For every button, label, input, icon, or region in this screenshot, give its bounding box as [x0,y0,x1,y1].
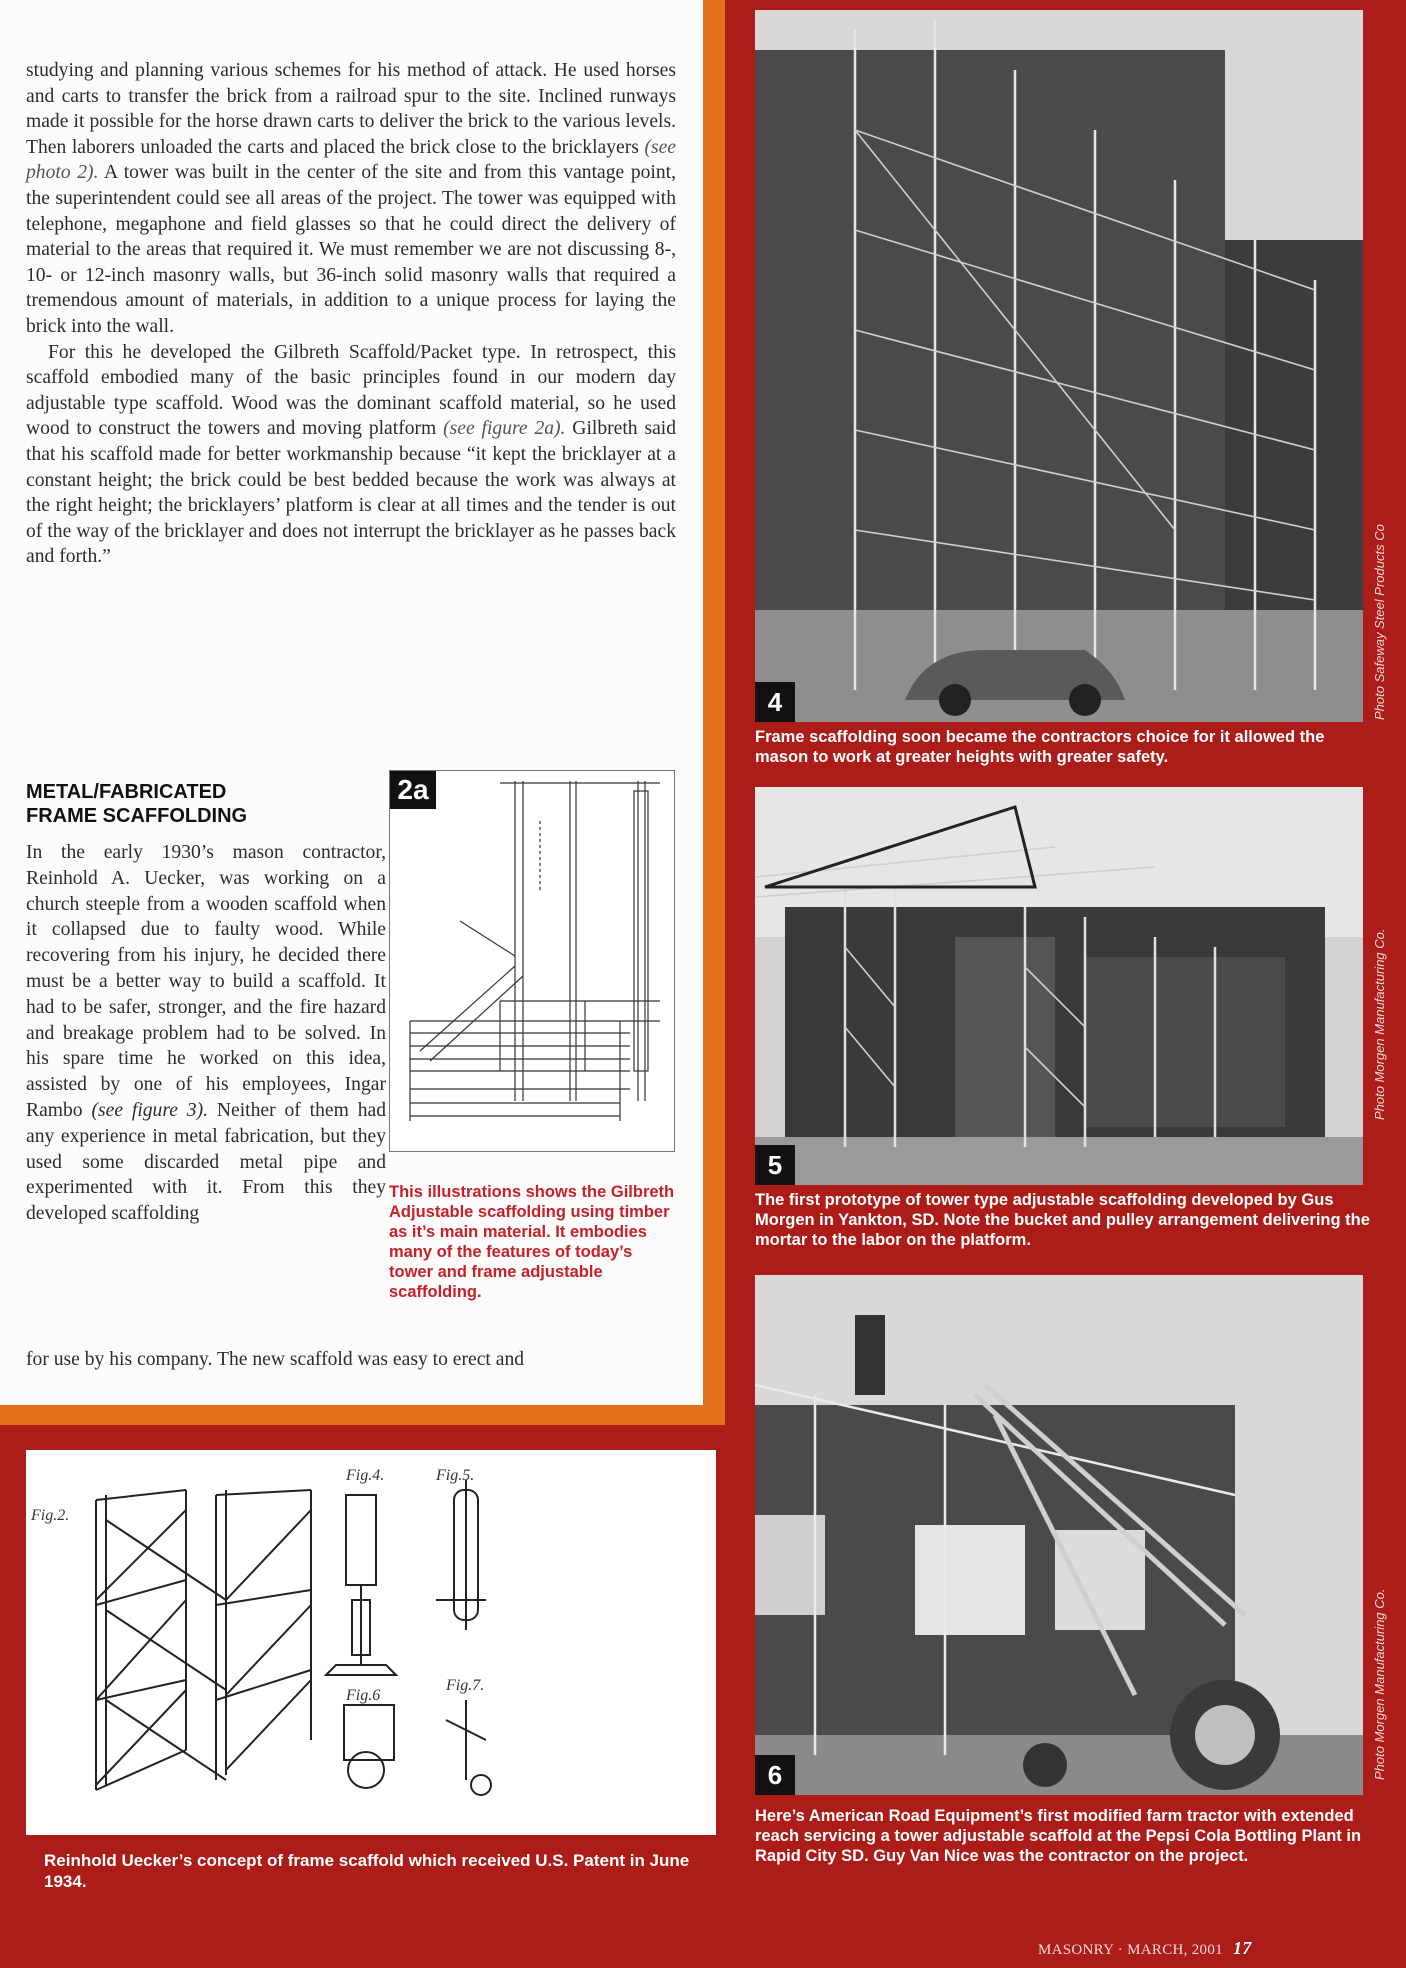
page-number: 17 [1232,1938,1252,1958]
photo-4 [755,10,1363,722]
fig5-label: Fig.5. [436,1467,475,1484]
photo-6-credit: Photo Morgen Manufacturing Co. [1372,1588,1387,1780]
paragraph-2: For this he developed the Gilbreth Scaffold/Packet type. In retrospect, this scaffold embodied many of the basic principles found in our modern day adjustable type scaffold. Wood was the dominant scaffold material, so he used wood to construct the towers and moving platform (see figure 2a). Gilbreth said that his scaffold made for better workmanship because “it kept the bricklayer at a constant height; the brick could be best bedded because the work was always at the right height; the bricklayers’ platform is clear at all times and the tender is out of the way of the bricklayer and does not interrupt the bricklayer as he passes back and forth.” [26,341,677,568]
figure-2a-label: 2a [390,771,436,809]
photo-4-number: 4 [755,682,795,722]
photo-5-number: 5 [755,1145,795,1185]
fig2-label: Fig.2. [31,1507,70,1524]
photo-4-caption: Frame scaffolding soon became the contractors choice for it allowed the mason to work at greater heights with greater safety. [755,728,1325,766]
photo-4-credit: Photo Safeway Steel Products Co [1372,524,1387,720]
figure-2a-drawing [389,770,675,1152]
paragraph-1: studying and planning various schemes for his method of attack. He used horses and carts to transfer the brick from a railroad spur to the site. Inclined runways made it possible for the horse drawn carts to deliver the brick to the various levels. Then laborers unloaded the carts and placed the brick close to the bricklayers (see photo 2). A tower was built in the center of the site and from this vantage point, the superintendent could see all areas of the project. The tower was equipped with telephone, megaphone and field glasses so that he could direct the delivery of material to the areas that required it. We must remember we are not discussing 8-, 10- or 12-inch masonry walls, but 36-inch solid masonry walls that required a tremendous amount of materials, in addition to a unique process for laying the brick into the wall. [26,60,676,337]
orange-divider-horizontal [0,1405,725,1425]
paragraph-3-continuation: for use by his company. The new scaffold was easy to erect and [26,1349,525,1370]
photo-5 [755,787,1363,1185]
patent-drawing [26,1450,716,1835]
fig6-label: Fig.6 [346,1687,381,1704]
photo-5-caption: The first prototype of tower type adjustable scaffolding developed by Gus Morgen in Yankton, SD. Note the bucket and pulley arrangement delivering the mortar to the labor on the platform. [755,1191,1370,1249]
photo-6-caption: Here’s American Road Equipment’s first modified farm tractor with extended reach servicing a tower adjustable scaffold at the Pepsi Cola Bottling Plant in Rapid City SD. Guy Van Nice was the contractor on the project. [755,1807,1362,1865]
fig4-label: Fig.4. [346,1467,385,1484]
photo-6-number: 6 [755,1755,795,1795]
paragraph-3: In the early 1930’s mason contractor, Reinhold A. Uecker, was working on a church steeple from a wooden scaffold when it collapsed due to faulty wood. While recovering from his injury, he decided there must be a better way to build a scaffold. It had to be safer, stronger, and the fire hazard and breakage problem had to be solved. In his spare time he worked on this idea, assisted by one of his employees, Ingar Rambo (see figure 3). Neither of them had any experience in metal fabrication, but they used some discarded metal pipe and experimented with it. From this they developed scaffolding [26,842,387,1225]
gilbreth-scaffold-illustration [390,771,674,1151]
photo-4-image [755,10,1363,722]
folio-publication: MASONRY · MARCH, 2001 [1038,1942,1223,1958]
uecker-patent-illustration [26,1450,716,1835]
article-body-upper [26,58,676,570]
orange-divider-vertical [703,0,725,1420]
photo-6-image [755,1275,1363,1795]
section-heading: METAL/FABRICATED FRAME SCAFFOLDING [26,781,248,827]
fig7-label: Fig.7. [446,1677,485,1694]
photo-6 [755,1275,1363,1795]
page-folio [1038,1938,1252,1959]
patent-caption: Reinhold Uecker’s concept of frame scaffold which received U.S. Patent in June 1934. [44,1851,690,1891]
photo-5-credit: Photo Morgen Manufacturing Co. [1372,928,1387,1120]
figure-2a-caption: This illustrations shows the Gilbreth Adjustable scaffolding using timber as it’s main material. It embodies many of the features of today’s tower and frame adjustable scaffolding. [389,1183,675,1301]
photo-5-image [755,787,1363,1185]
